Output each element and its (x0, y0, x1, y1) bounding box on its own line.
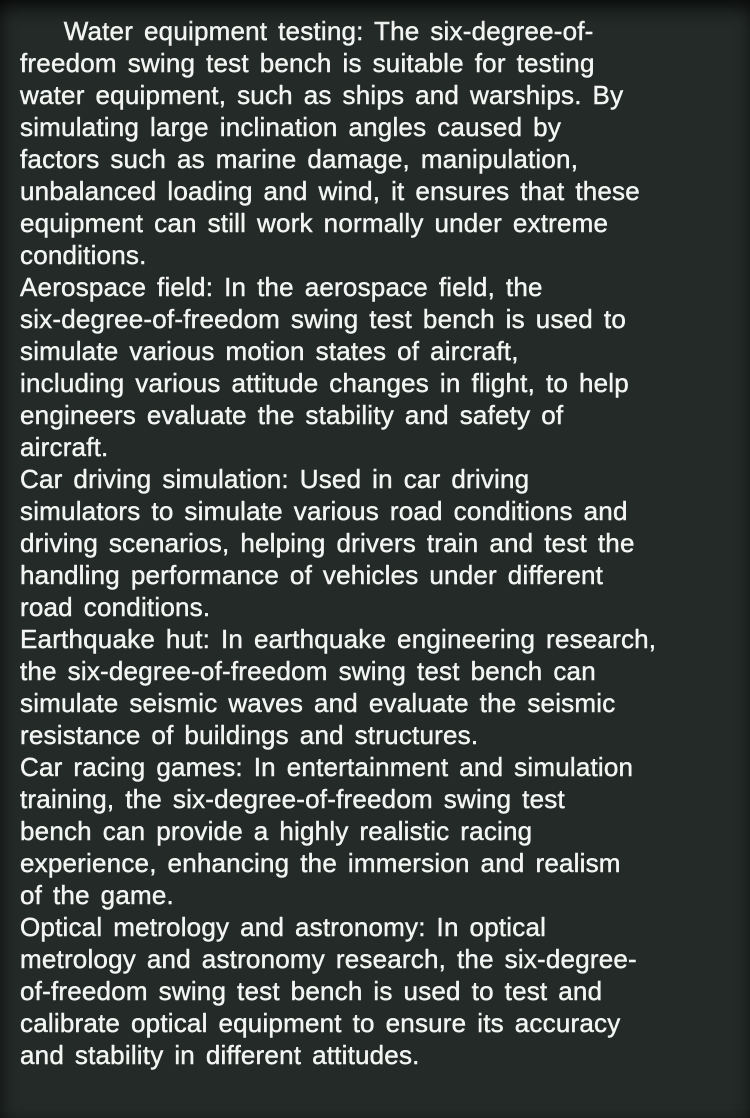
text-line: the six-degree-of-freedom swing test bench can (20, 656, 596, 686)
text-line: driving scenarios, helping drivers train and test the (20, 528, 635, 558)
text-line: calibrate optical equipment to ensure its accuracy (20, 1008, 621, 1038)
text-line: unbalanced loading and wind, it ensures that these (20, 176, 640, 206)
text-line: simulating large inclination angles caused by (20, 112, 562, 142)
text-line: engineers evaluate the stability and safety of (20, 400, 564, 430)
text-line: simulate seismic waves and evaluate the seismic (20, 688, 616, 718)
text-line: Water equipment testing: The six-degree-of- (20, 16, 594, 46)
text-line: Earthquake hut: In earthquake engineering research, (20, 624, 657, 654)
text-line: equipment can still work normally under extreme (20, 208, 609, 238)
text-line: freedom swing test bench is suitable for testing (20, 48, 595, 78)
text-line: six-degree-of-freedom swing test bench is used to (20, 304, 626, 334)
text-line: road conditions. (20, 592, 211, 622)
text-line: handling performance of vehicles under different (20, 560, 604, 590)
text-line: metrology and astronomy research, the six-degree- (20, 944, 637, 974)
text-line: of the game. (20, 880, 174, 910)
text-line: simulators to simulate various road conditions and (20, 496, 628, 526)
text-line: resistance of buildings and structures. (20, 720, 479, 750)
text-line: conditions. (20, 240, 147, 270)
text-line: bench can provide a highly realistic racing (20, 816, 533, 846)
text-line: aircraft. (20, 432, 109, 462)
text-line: factors such as marine damage, manipulation, (20, 144, 579, 174)
text-line: experience, enhancing the immersion and realism (20, 848, 621, 878)
text-line: Car driving simulation: Used in car driving (20, 464, 530, 494)
text-line: including various attitude changes in flight, to help (20, 368, 629, 398)
text-line: and stability in different attitudes. (20, 1040, 420, 1070)
text-line: Car racing games: In entertainment and simulation (20, 752, 634, 782)
text-line: training, the six-degree-of-freedom swing test (20, 784, 565, 814)
text-line: Optical metrology and astronomy: In optical (20, 912, 547, 942)
text-line: simulate various motion states of aircraft, (20, 336, 519, 366)
text-line: Aerospace field: In the aerospace field, the (20, 272, 543, 302)
text-line: of-freedom swing test bench is used to test and (20, 976, 603, 1006)
text-line: water equipment, such as ships and warships. By (20, 80, 624, 110)
